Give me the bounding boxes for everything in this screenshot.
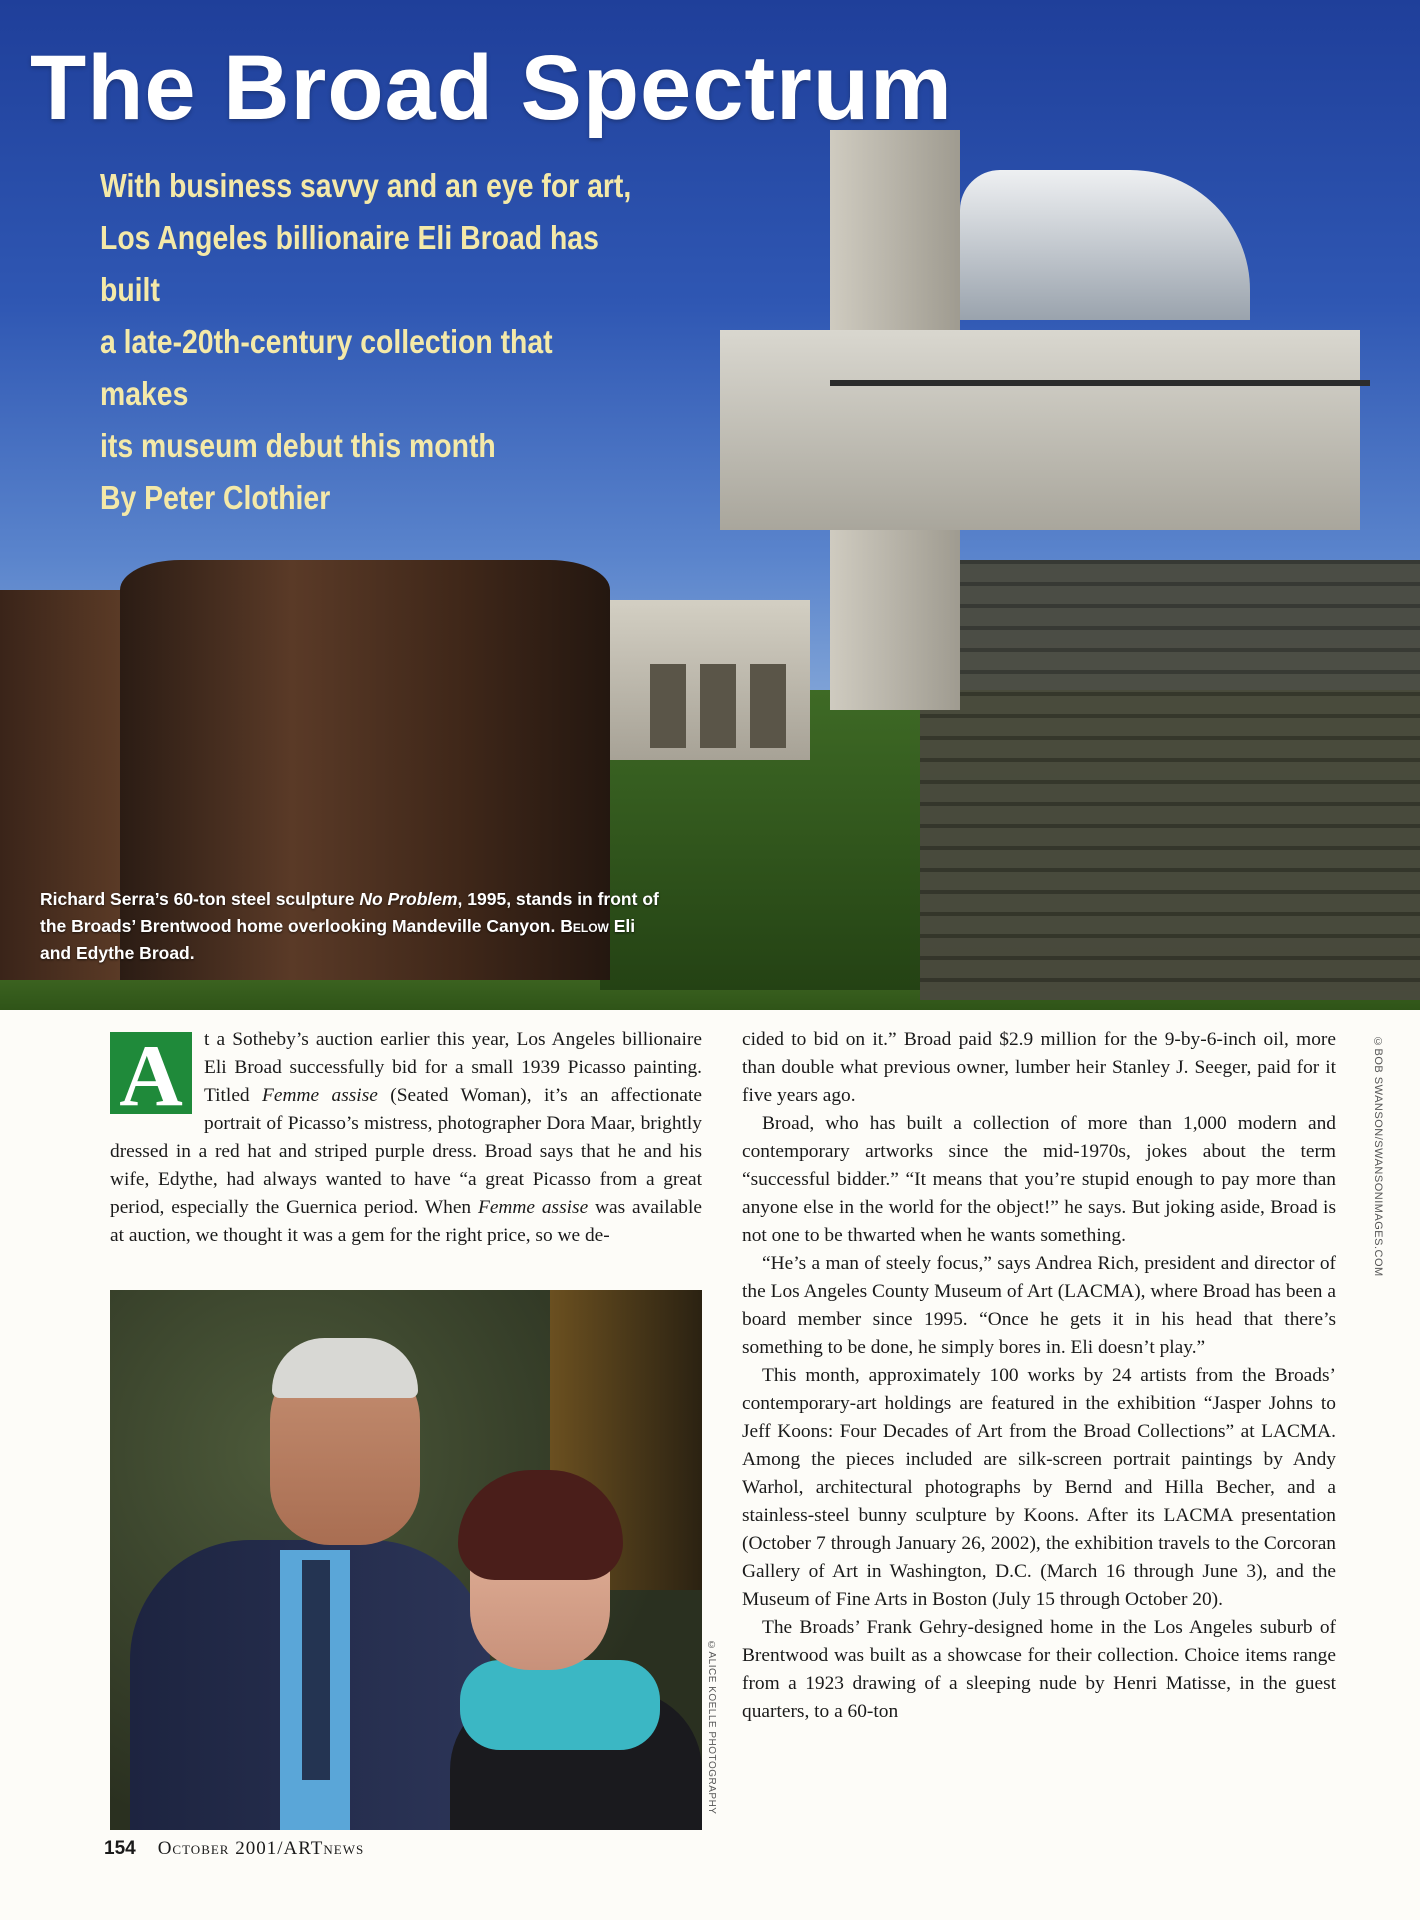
house-main-wing (720, 330, 1360, 530)
caption-text: Richard Serra’s 60-ton steel sculpture (40, 889, 360, 909)
body-column-right (742, 1026, 1336, 1726)
man-tie (302, 1560, 330, 1780)
body-text: (Seated Woman), it’s an affectionate portrait of Picasso’s mistress, photographer Dora Maar, brightly dressed in a red hat and striped purple dress. Broad says that he and his wife, Edythe, had always wanted to have “a great Picasso from a great period, especially the Guernica period. When (110, 1085, 702, 1218)
body-paragraph: cided to bid on it.” Broad paid $2.9 million for the 9-by-6-inch oil, more than double what previous owner, lumber heir Stanley J. Seeger, paid for it five years ago. (742, 1029, 1336, 1106)
body-paragraph: This month, approximately 100 works by 24 artists from the Broads’ contemporary-art holdings are featured in the exhibition “Jasper Johns to Jeff Koons: Four Decades of Art from the Broad Collections” at LACMA. Among the pieces included are silk-screen portrait paintings by Andy Warhol, architectural photographs by Bernd and Hilla Becher, and a stainless-steel bunny sculpture by Koons. After its LACMA presentation (October 7 through January 26, 2002), the exhibition travels to the Corcoran Gallery of Art in Washington, D.C. (March 16 through June 3), and the Museum of Fine Arts in Boston (July 15 through October 20). (742, 1365, 1336, 1610)
page-number: 154 (104, 1838, 136, 1859)
body-paragraph: Broad, who has built a collection of more than 1,000 modern and contemporary artworks since the mid-1970s, jokes about the term “successful bidder.” “It means that you’re stupid enough to pay more than anyone else in the world for the object!” he says. But joking aside, Broad is not one to be thwarted when he wants something. (742, 1113, 1336, 1246)
woman-scarf (460, 1660, 660, 1750)
page-folio (104, 1838, 364, 1860)
body-paragraph: The Broads’ Frank Gehry-designed home in the Los Angeles suburb of Brentwood was built as a showcase for their collection. Choice items range from a 1923 drawing of a sleeping nude by Henri Matisse, in the guest quarters, to a 60-ton (742, 1617, 1336, 1722)
house-low-wing (590, 600, 810, 760)
body-paragraph: “He’s a man of steely focus,” says Andrea Rich, president and director of the Los Angeles County Museum of Art (LACMA), where Broad has been a board member since 1995. “Once he gets it in his head that there’s something to be done, he simply bores in. Eli doesn’t play.” (742, 1253, 1336, 1358)
body-column-left (110, 1026, 702, 1250)
caption-text: Eli and Edythe Broad. (40, 916, 636, 963)
body-paragraph (110, 1026, 702, 1250)
caption-text: , 1995, stands in front of the Broads’ Brentwood home overlooking Mandeville Canyon. (40, 889, 659, 936)
byline: By Peter Clothier (100, 479, 331, 516)
hero-photo-credit: ©BOB SWANSON/SWANSONIMAGES.COM (1372, 1036, 1384, 1277)
stone-wall (920, 560, 1420, 1000)
portrait-photo (110, 1290, 702, 1830)
deck-line: a late-20th-century collection that makes (100, 323, 553, 412)
drop-cap: A (110, 1032, 192, 1114)
issue-line: October 2001/ARTnews (157, 1838, 365, 1859)
body-text: t a Sotheby’s auction earlier this year, Los Angeles billionaire Eli Broad successfully bid for a small 1939 Picasso painting. Titled (204, 1029, 702, 1106)
deck-line: With business savvy and an eye for art, (100, 167, 632, 204)
window (750, 664, 786, 748)
artwork-title: Femme assise (262, 1085, 378, 1106)
headline: The Broad Spectrum (30, 37, 953, 139)
artwork-title: Femme assise (477, 1197, 589, 1218)
portrait-photo-credit: ©ALICE KOELLE PHOTOGRAPHY (706, 1640, 717, 1815)
house-curved-roof (960, 170, 1250, 320)
balcony-rail (830, 380, 1370, 386)
window (650, 664, 686, 748)
caption-below-label: Below (560, 916, 609, 936)
deck-line: Los Angeles billionaire Eli Broad has built (100, 219, 599, 308)
man-hair (272, 1338, 418, 1398)
window (700, 664, 736, 748)
deck-line: its museum debut this month (100, 427, 496, 464)
photo-caption (40, 886, 660, 967)
deck (100, 160, 633, 524)
body-text: was available at auction, we thought it was a gem for the right price, so we de- (110, 1197, 702, 1246)
caption-artwork-title: No Problem (359, 889, 458, 909)
